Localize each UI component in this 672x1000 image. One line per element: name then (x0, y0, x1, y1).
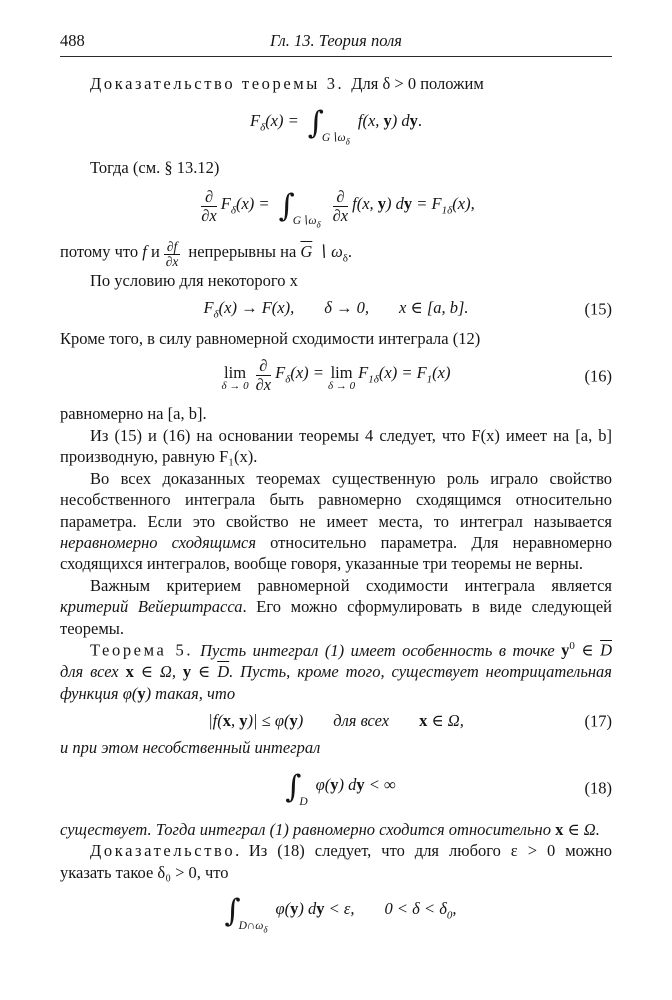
equation-number: (17) (584, 711, 612, 730)
math-segment: ) d (338, 774, 357, 794)
lim-subscript: δ → 0 (221, 380, 249, 393)
subscript: 1δ (368, 373, 379, 386)
math-segment: ) d (298, 899, 317, 919)
subscript: 1 (426, 373, 433, 386)
math-segment: (x) → F(x), (218, 298, 295, 318)
vector-y: y (383, 110, 392, 130)
math-segment: δ → 0, (324, 298, 370, 318)
emphasis-weierstrass-criterion: критерий Вейерштрасса (60, 597, 243, 617)
vector-x: x (125, 662, 134, 682)
proof-heading: Доказательство теоремы 3. (90, 74, 345, 94)
math-segment: (x) = F (378, 363, 427, 383)
math-segment: (x) (432, 363, 451, 383)
equation-17 (60, 710, 612, 731)
denominator: ∂x (332, 206, 349, 226)
vector-y: y (290, 899, 299, 919)
math-segment: x ∈ [a, b]. (399, 298, 469, 318)
vector-x: x (555, 819, 564, 839)
denominator: ∂x (165, 254, 179, 270)
math-segment: < ε, (324, 899, 355, 919)
math-segment: |f( (208, 711, 223, 730)
integral-limits (292, 215, 321, 230)
limit-operator (222, 364, 249, 393)
math-f: f (142, 242, 147, 262)
numerator: ∂ (333, 188, 348, 207)
vector-y: y (137, 683, 146, 703)
page-number: 488 (60, 31, 85, 50)
formula-fdelta-definition (60, 103, 612, 148)
math-segment: f(x, (352, 194, 378, 214)
formula-derivative-under-integral (60, 186, 612, 231)
vector-y: y (316, 899, 325, 919)
math-segment: φ( (275, 899, 291, 919)
integral-sign: ∫ (307, 104, 324, 141)
lim-subscript: δ → 0 (328, 380, 356, 393)
subscript: 1δ (441, 204, 453, 217)
integral-limits (321, 131, 350, 147)
math-segment: )| ≤ φ( (247, 711, 290, 730)
vector-x: x (222, 711, 232, 730)
subscript: δ (260, 121, 266, 134)
subscript: δ (285, 373, 291, 386)
integral-limits (238, 920, 268, 935)
math-segment: F (249, 110, 261, 130)
text-segment: Из (18) следует, что для любого ε > 0 можно указать такое δ₀ > 0, что (60, 841, 612, 882)
math-segment: ∈ (574, 640, 601, 660)
formula-delta-zero (60, 891, 612, 936)
fraction-df-dx (164, 240, 180, 269)
math-segment: φ( (315, 774, 331, 794)
text-segment: . Его можно сформулировать в виде следующей теоремы. (60, 597, 612, 638)
math-segment: ∈ (191, 662, 218, 682)
text-segment: По условию для некоторого x (90, 270, 298, 290)
subscript: δ (342, 252, 348, 265)
integral-sign: ∫ (224, 893, 241, 930)
chapter-title: Гл. 13. Теория поля (270, 31, 402, 50)
vector-y: y (561, 640, 570, 660)
math-segment: F (275, 363, 286, 383)
lim-label: lim (330, 362, 353, 382)
theorem-text: существует. Тогда интеграл (1) равномерно сходится относительно (60, 819, 556, 839)
paragraph-proof-theorem-5 (60, 840, 612, 883)
paragraph-continuity (60, 240, 612, 269)
lim-label: lim (224, 362, 247, 382)
numerator: ∂f (164, 240, 180, 255)
math-segment: F (203, 298, 214, 318)
vector-y: y (330, 774, 339, 794)
vector-y: y (182, 662, 192, 682)
theorem-text: . Пусть, кроме того, существует неотрицательная функция φ( (60, 662, 612, 703)
vector-y: y (409, 110, 418, 130)
integral-sign: ∫ (278, 188, 295, 225)
text-segment: Тогда (см. § 13.12) (90, 157, 220, 177)
math-segment: , (452, 899, 457, 919)
subscript: δ (345, 136, 350, 147)
math-segment: ∈ Ω, (427, 711, 464, 730)
math-segment: (x) = (290, 363, 329, 383)
math-segment: < ∞ (364, 774, 396, 794)
emphasis-nonuniform: неравномерно сходящимся (60, 533, 256, 552)
denominator: ∂x (255, 375, 272, 395)
math-segment: G∖ω (292, 215, 317, 228)
math-segment: D∩ω (238, 920, 264, 933)
text-segment: . (347, 242, 353, 262)
subscript: δ (263, 924, 268, 935)
math-segment: f(x, (357, 110, 384, 130)
fraction-d-dx (256, 357, 271, 394)
vector-x: x (419, 711, 428, 730)
subscript: 0 (446, 909, 453, 922)
equation-15 (60, 297, 612, 322)
vector-y: y (239, 711, 248, 730)
text-segment: Из (15) и (16) на основании теоремы 4 следует, что F(x) имеет на [a, b] производную, равную F₁(x). (60, 425, 612, 467)
math-segment: . (417, 110, 423, 130)
math-segment: = F (412, 194, 442, 214)
math-segment: (x), (452, 194, 475, 214)
text-segment: Во всех доказанных теоремах существенную роль играло свойство несобственного интеграла быть равномерно сходящимся относительно параметра. Если это свойство не имеет места, то интеграл называется (60, 468, 612, 531)
numerator: ∂ (256, 357, 271, 376)
vector-y: y (289, 711, 298, 730)
paragraph-weierstrass (60, 575, 612, 639)
theorem-text: ) такая, что (145, 683, 236, 703)
equation-number: (18) (584, 778, 612, 798)
paragraph-theorem-5 (60, 639, 612, 704)
running-header (60, 30, 612, 57)
text-segment: и (146, 242, 160, 262)
math-segment: (x) = (235, 194, 270, 214)
paragraph-uniformly (60, 403, 612, 424)
text-segment: непрерывны на (184, 242, 301, 262)
words-for-all: для всех (333, 711, 390, 730)
vector-y: y (356, 774, 365, 794)
equation-16 (60, 357, 612, 394)
math-segment: ) d (386, 194, 404, 214)
vector-y: y (403, 194, 413, 214)
text-segment: Для δ > 0 положим (351, 74, 484, 94)
math-segment: ) (297, 711, 304, 730)
math-segment: 0 < δ < δ (384, 899, 447, 919)
superscript: 0 (569, 640, 575, 653)
text-segment: равномерно на [a, b]. (60, 404, 207, 424)
paragraph-proof-theorem-3 (60, 73, 612, 94)
paragraph-uniform-role (60, 468, 612, 575)
theorem-text: ∈ Ω. (563, 819, 600, 839)
vector-y: y (377, 194, 387, 214)
numerator: ∂ (201, 188, 216, 207)
subscript: δ (316, 219, 321, 230)
math-segment: ∈ Ω, (133, 662, 183, 682)
equation-number: (15) (584, 299, 612, 319)
subscript: δ (230, 204, 236, 217)
math-segment: ) d (391, 110, 410, 130)
integral-limits (299, 796, 307, 808)
paragraph-krome-togo (60, 328, 612, 349)
equation-18 (60, 767, 612, 810)
integral-sign: ∫ (285, 768, 302, 805)
math-segment: G∖ω (321, 131, 346, 144)
math-segment: F (358, 363, 369, 383)
text-segment: и при этом несобственный интеграл (60, 738, 321, 758)
text-segment: Кроме того, в силу равномерной сходимости интеграла (12) (60, 328, 481, 348)
theorem-text: Пусть интеграл (1) имеет особенность в точке (200, 640, 562, 660)
theorem-text: для всех (60, 662, 126, 682)
proof-heading: Доказательство. (90, 841, 242, 861)
paragraph-togda (60, 157, 612, 178)
paragraph-condition (60, 270, 612, 291)
text-segment: потому что (60, 242, 143, 262)
math-segment: (x) = (265, 110, 299, 130)
closure-G: $\overline{G}$ (300, 242, 313, 262)
text-segment: Важным критерием равномерной сходимости интеграла является (90, 575, 612, 595)
math-segment: D (299, 795, 308, 808)
paragraph-improper-integral (60, 737, 612, 758)
closure-D: $\overline{D}$ (600, 640, 613, 660)
paragraph-from-15-16 (60, 425, 612, 468)
fraction-d-dx (201, 188, 216, 225)
math-segment: F (220, 194, 231, 214)
fraction-d-dx (333, 188, 348, 225)
theorem-heading: Теорема 5. (90, 640, 194, 660)
subscript: δ (213, 308, 219, 321)
limit-operator (328, 364, 355, 393)
equation-number: (16) (584, 366, 612, 386)
closure-D: $\overline{D}$ (217, 662, 230, 682)
denominator: ∂x (201, 206, 217, 226)
math-segment: , (231, 711, 240, 730)
math-segment: ∖ ω (312, 242, 343, 262)
text-segment: относительно параметра. Для неравномерно сходящихся интегралов, вообще говоря, указанные три теоремы не верны. (60, 533, 612, 574)
paragraph-exists (60, 819, 612, 840)
